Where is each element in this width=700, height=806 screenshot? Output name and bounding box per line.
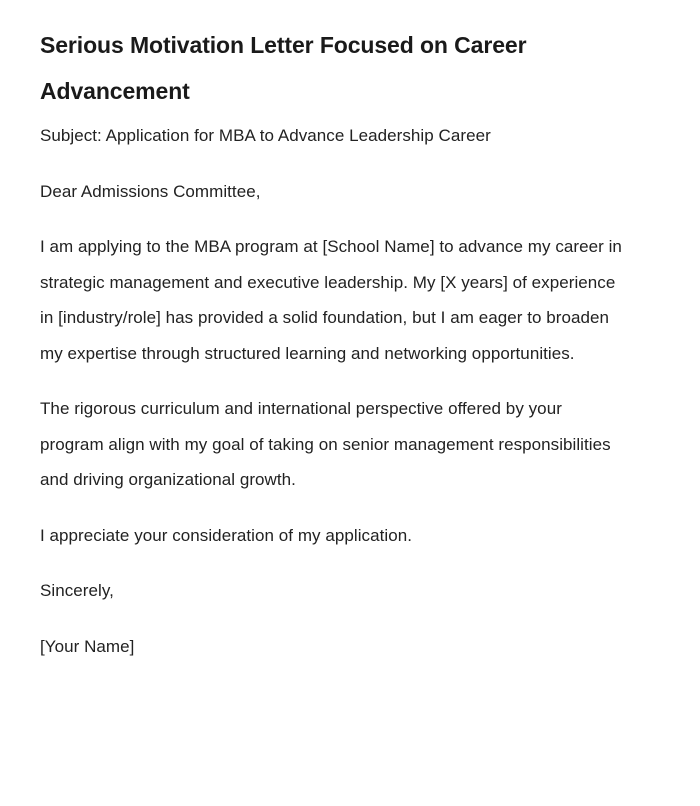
body-paragraph-2: The rigorous curriculum and international perspective offered by your program align with my goal of taking on senior management responsibilities and driving organizational growth. bbox=[40, 399, 611, 489]
salutation: Dear Admissions Committee, bbox=[40, 181, 261, 201]
letter-body bbox=[40, 118, 660, 664]
signature-placeholder: [Your Name] bbox=[40, 636, 135, 656]
body-paragraph-3: I appreciate your consideration of my application. bbox=[40, 525, 412, 545]
subject-line: Subject: Application for MBA to Advance Leadership Career bbox=[40, 126, 491, 145]
body-paragraph-1: I am applying to the MBA program at [School Name] to advance my career in strategic management and executive leadership. My [X years] of experience in [industry/role] has provided a solid foundation, but I am eager to broaden my expertise through structured learning and networking opportunities. bbox=[40, 237, 622, 363]
closing-line: Sincerely, bbox=[40, 581, 114, 600]
page-title: Serious Motivation Letter Focused on Career Advancement bbox=[40, 32, 527, 104]
